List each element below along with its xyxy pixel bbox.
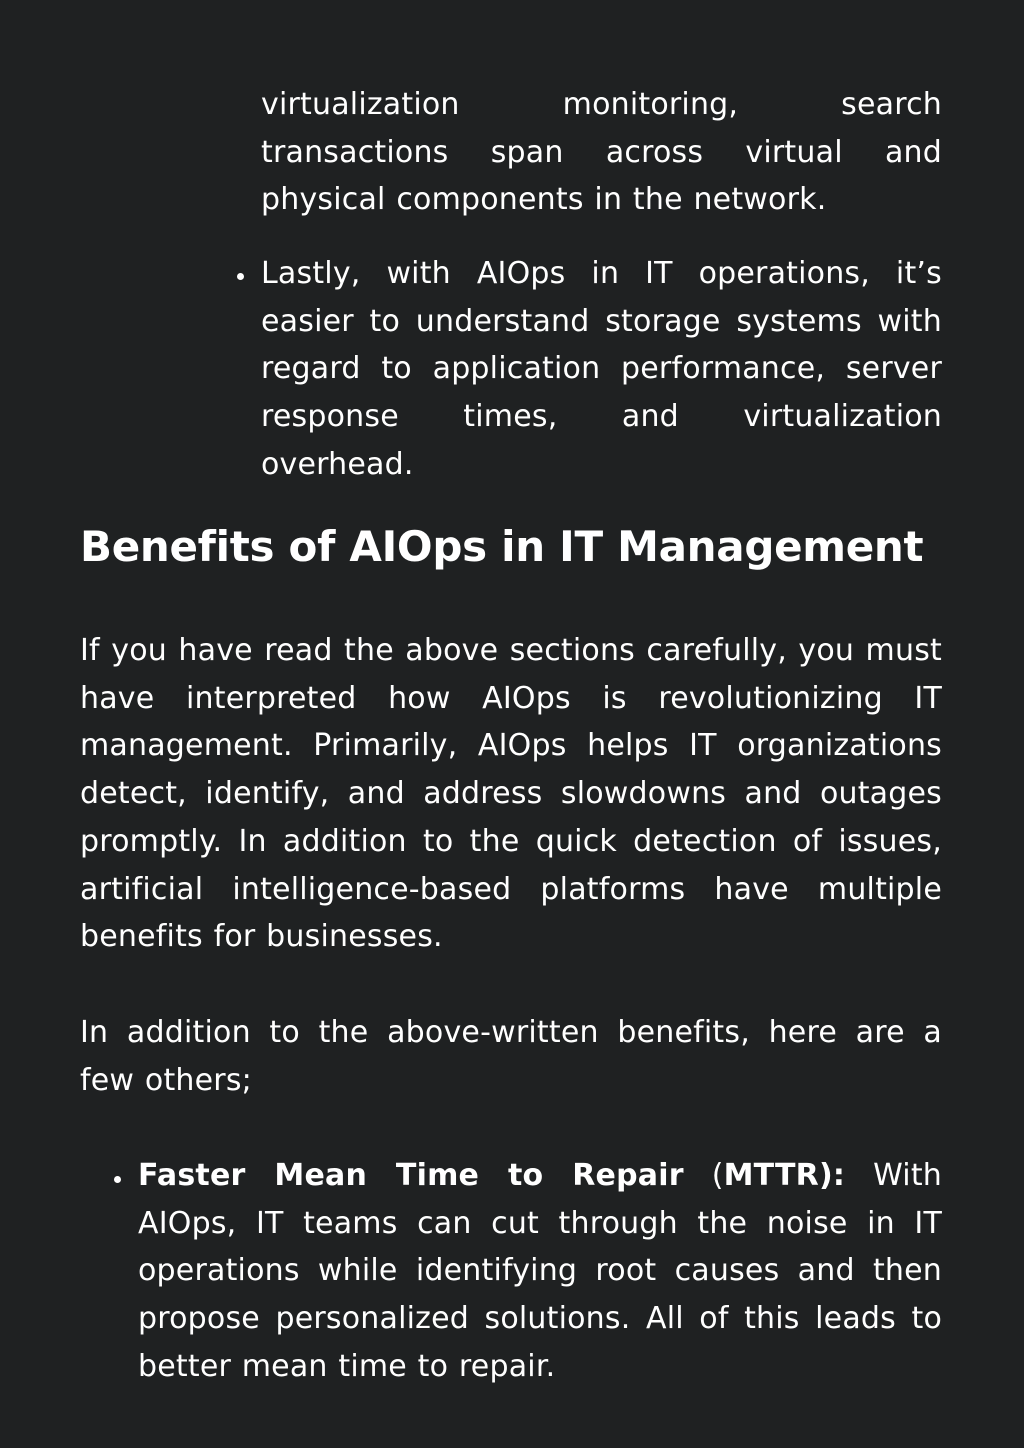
- list-item: [138, 1152, 942, 1391]
- benefit-abbreviation: MTTR: [723, 1158, 819, 1193]
- list-item-text: Lastly, with AIOps in IT operations, it’s easier to understand storage systems with regard to application performance, server response times, and virtualization overhead.: [261, 256, 942, 482]
- benefit-text: With AIOps, IT teams can cut through the noise in IT operations while identifying root causes and then propose personalized solutions. All of this leads to better mean time to repair.: [138, 1158, 943, 1384]
- continued-bullet-text: virtualization monitoring, search transactions span across virtual and physical components in the network.: [261, 87, 942, 218]
- body-paragraph: In addition to the above-written benefits, here are a few others;: [80, 1015, 942, 1098]
- list-item: [261, 250, 942, 489]
- bullet-icon: [114, 1176, 121, 1183]
- section-heading: Benefits of AIOps in IT Management: [80, 522, 924, 571]
- bullet-icon: [237, 273, 244, 280]
- benefit-title: Faster Mean Time to Repair: [138, 1158, 684, 1193]
- body-paragraph: If you have read the above sections carefully, you must have interpreted how AIOps is revolutionizing IT management. Primarily, AIOps helps IT organizations detect, identify, and address slowdowns and outages promptly. In addition to the quick detection of issues, artificial intelligence-based platforms have multiple benefits for businesses.: [80, 633, 942, 955]
- bullet-list: [261, 250, 942, 489]
- benefits-list: [138, 1152, 942, 1391]
- paren-open: (: [683, 1158, 724, 1193]
- paren-close: ):: [818, 1158, 846, 1193]
